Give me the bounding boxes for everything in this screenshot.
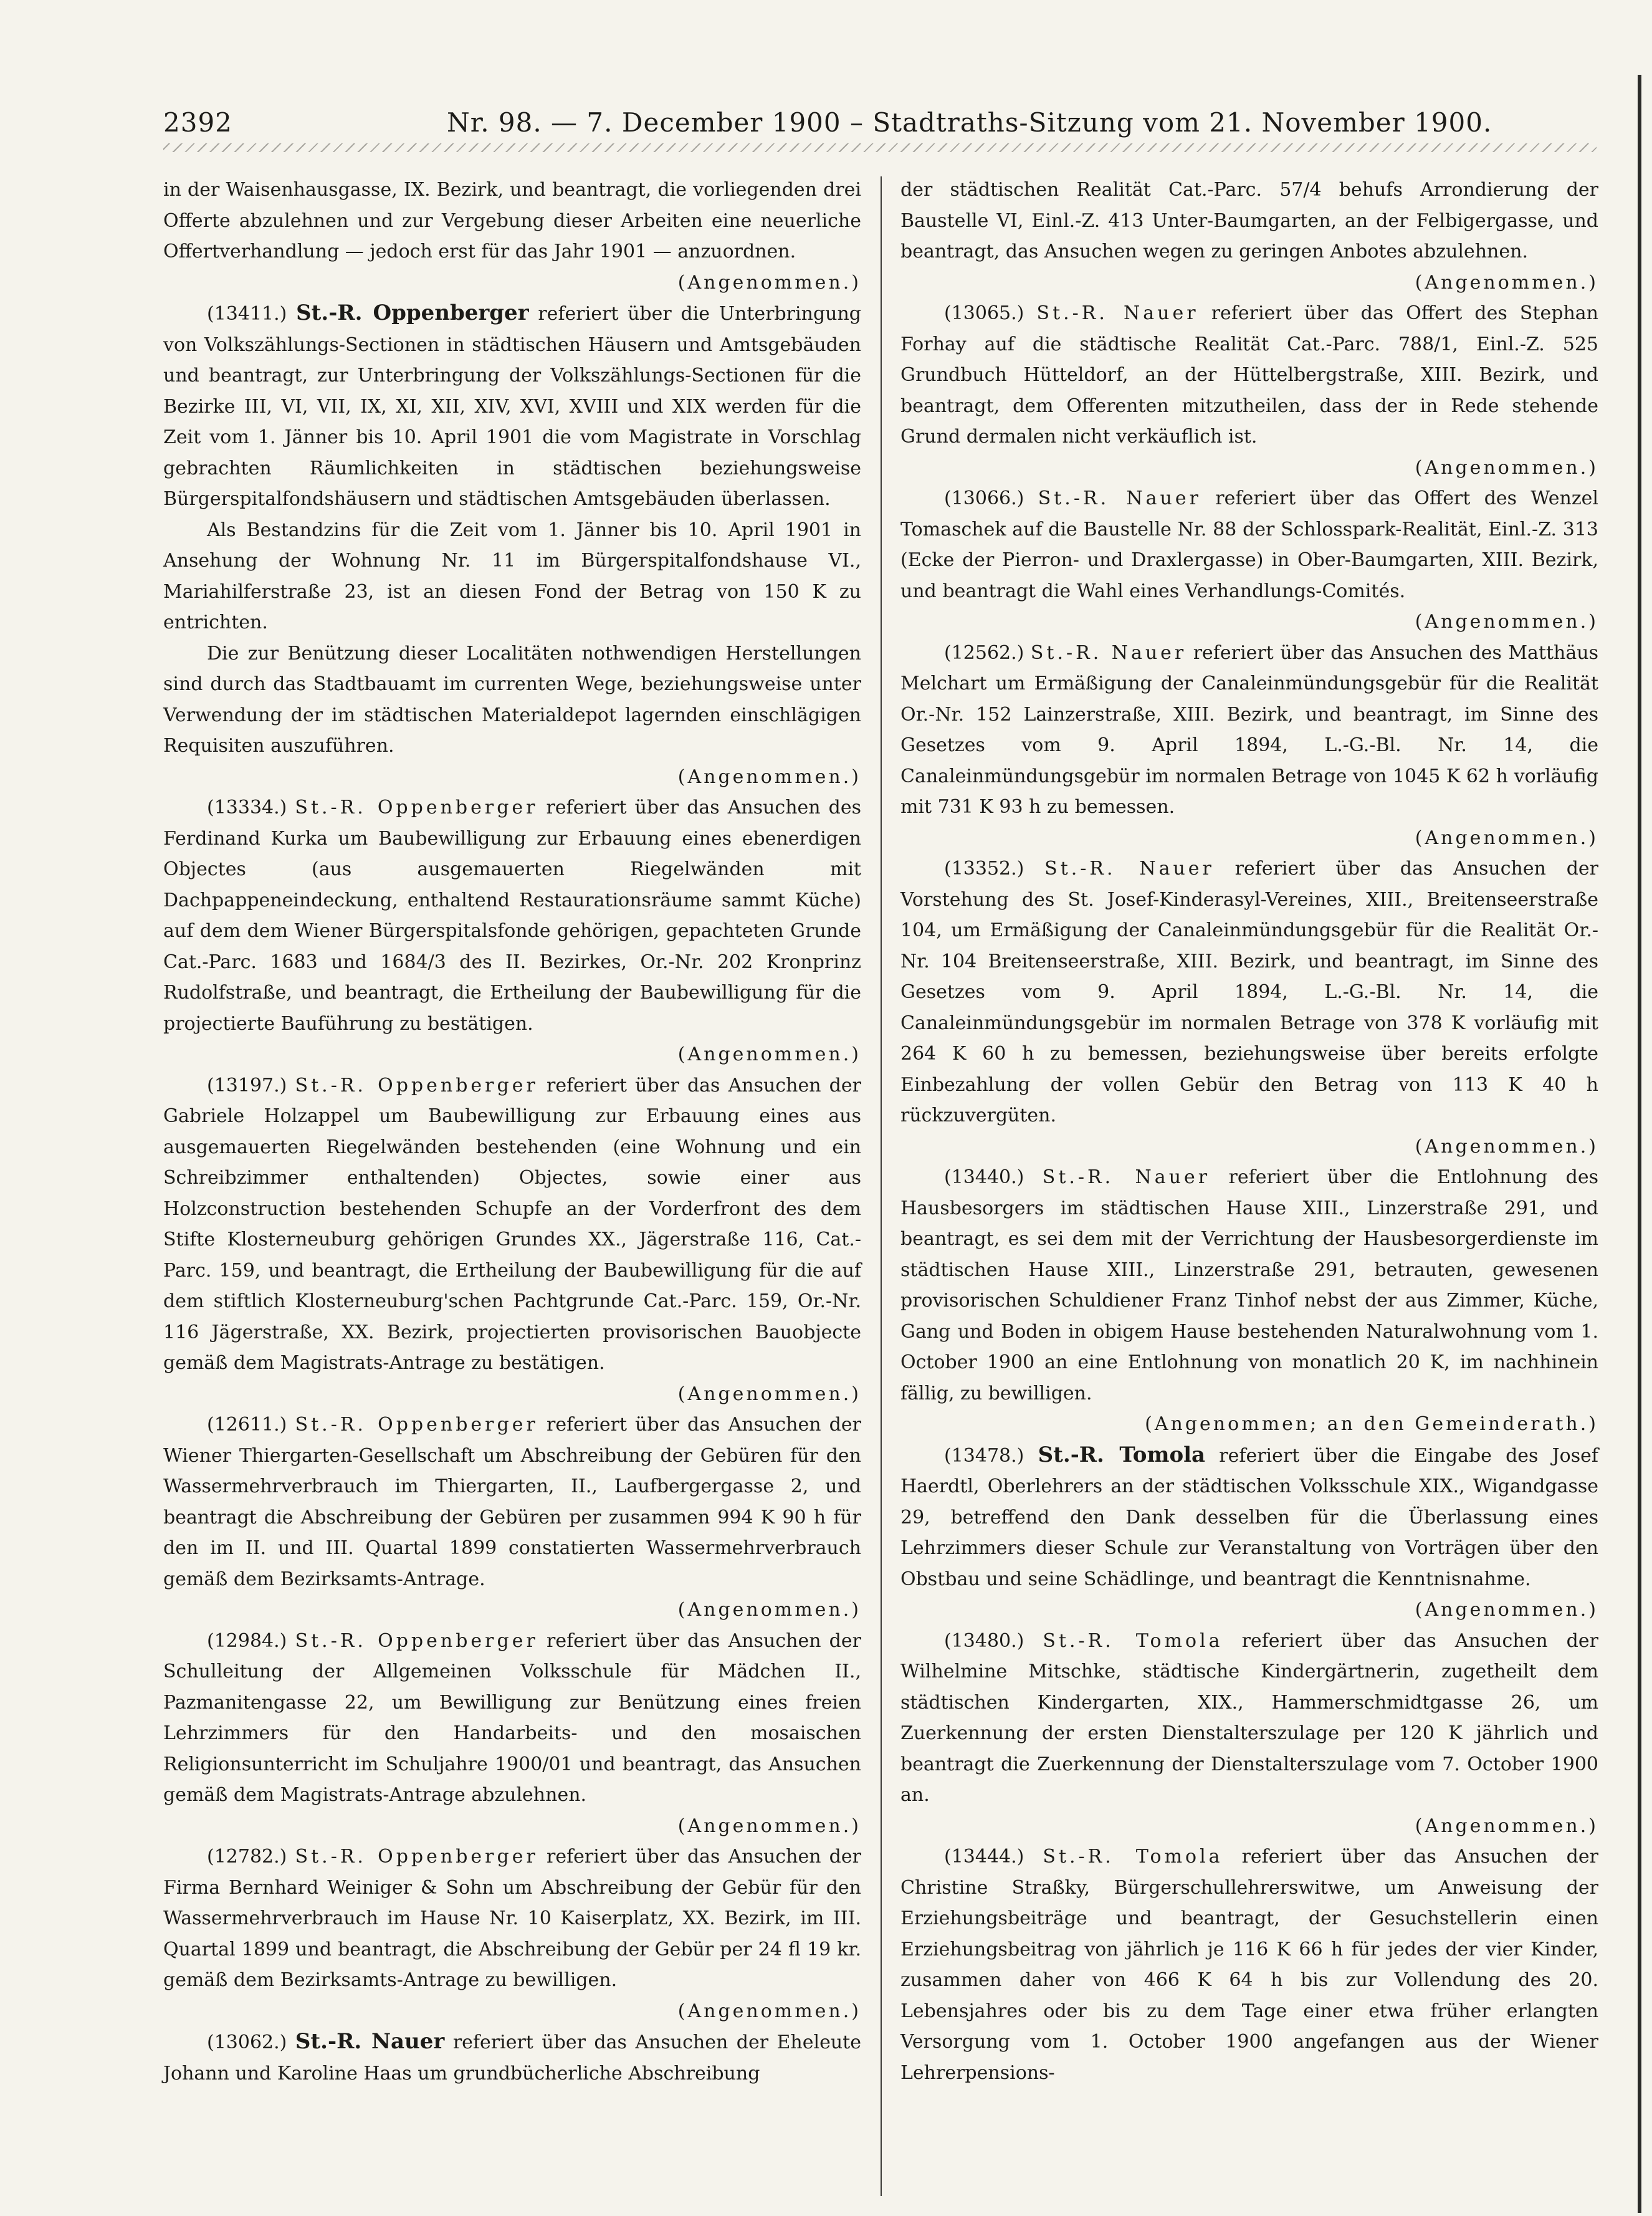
councillor-name: St.-R. Oppenberger: [295, 1074, 538, 1096]
paragraph: in der Waisenhausgasse, IX. Bezirk, und beantragt, die vorliegenden drei Offerte abzulehnen und zur Vergebung dieser Arbeiten eine neuerliche Offertverhandlung — jedoch erst für das Jahr 1901 — anzuordnen. (Angenommen.): [163, 175, 861, 298]
paragraph: (13440.) St.-R. Nauer referiert über die Entlohnung des Hausbesorgers im städtischen Hause XIII., Linzerstraße 291, und beantragt, es sei dem mit der Verrichtung der Hausbesorgerdienste im städtischen Hause XIII., Linzerstraße 291, betrauten, gewesenen provisorischen Schuldiener Franz Tinhof nebst der aus Zimmer, Küche, Gang und Boden in obigem Hause bestehenden Naturalwohnung vom 1. October 1900 an eine Entlohnung von monatlich 20 K, im nachhinein fällig, zu bewilligen. (Angenommen; an den Gemeinderath.): [900, 1162, 1598, 1440]
paragraph: (13411.) St.-R. Oppenberger referiert über die Unterbringung von Volkszählungs-Sectionen in städtischen Häusern und Amtsgebäuden und beantragt, zur Unterbringung der Volkszählungs-Sectionen für die Bezirke III, VI, VII, IX, XI, XII, XIV, XVI, XVIII und XIX werden für die Zeit vom 1. Jänner bis 10. April 1901 die vom Magistrate in Vorschlag gebrachten Räumlichkeiten in städtischen beziehungsweise Bürgerspitalfondshäusern und städtischen Amtsgebäuden überlassen.: [163, 300, 861, 510]
paragraph: (13065.) St.-R. Nauer referiert über das Offert des Stephan Forhay auf die städtische Realität Cat.-Parc. 788/1, Einl.-Z. 525 Grundbuch Hütteldorf, an der Hüttelbergstraße, XIII. Bezirk, und beantragt, dem Offerenten mitzutheilen, dass der in Rede stehende Grund dermalen nicht verkäuflich ist. (Angenommen.): [900, 298, 1598, 483]
paragraph: (12984.) St.-R. Oppenberger referiert über das Ansuchen der Schulleitung der Allgemeinen Volksschule für Mädchen II., Pazmanitengasse 22, um Bewilligung zur Benützung eines freien Lehrzimmers für den Handarbeits- und den mosaischen Religionsunterricht im Schuljahre 1900/01 und beantragt, das Ansuchen gemäß dem Magistrats-Antrage abzulehnen. (Angenommen.): [163, 1626, 861, 1842]
councillor-name: St.-R. Nauer: [295, 2029, 445, 2054]
resolution: (Angenommen.): [677, 2000, 861, 2022]
resolution: (Angenommen.): [677, 1599, 861, 1621]
paragraph: (12562.) St.-R. Nauer referiert über das Ansuchen des Matthäus Melchart um Ermäßigung der Canaleinmündungsgebür für die Realität Or.-Nr. 152 Lainzerstraße, XIII. Bezirk, und beantragt, im Sinne des Gesetzes vom 9. April 1894, L.-G.-Bl. Nr. 14, die Canaleinmündungsgebür im normalen Betrage von 1045 K 62 h vorläufig mit 731 K 93 h zu bemessen. (Angenommen.): [900, 638, 1598, 854]
resolution: (Angenommen.): [1415, 1815, 1598, 1837]
page-edge-border: [1638, 75, 1641, 2213]
paragraph: (13197.) St.-R. Oppenberger referiert über das Ansuchen der Gabriele Holzappel um Baubewilligung zur Erbauung eines aus ausgemauerten Riegelwänden bestehenden (eine Wohnung und ein Schreibzimmer enthaltenden) Objectes, sowie einer aus Holzconstruction bestehenden Schupfe an der Vorderfront des dem Stifte Klosterneuburg gehörigen Grundes XX., Jägerstraße 116, Cat.-Parc. 159, und beantragt, die Ertheilung der Baubewilligung für die auf dem stiftlich Klosterneuburg'schen Pachtgrunde Cat.-Parc. 159, Or.-Nr. 116 Jägerstraße, XX. Bezirk, projectierten provisorischen Bauobjecte gemäß dem Magistrats-Antrage zu bestätigen. (Angenommen.): [163, 1070, 861, 1410]
councillor-name: St.-R. Nauer: [1036, 302, 1199, 324]
resolution: (Angenommen.): [677, 271, 861, 294]
paragraph: (13352.) St.-R. Nauer referiert über das Ansuchen der Vorstehung des St. Josef-Kinderasyl-Vereines, XIII., Breitenseerstraße 104, um Ermäßigung der Canaleinmündungsgebür für die Realität Or.-Nr. 104 Breitenseerstraße, XIII. Bezirk, und beantragt, im Sinne des Gesetzes vom 9. April 1894, L.-G.-Bl. Nr. 14, die Canaleinmündungsgebür im normalen Betrage von 378 K vorläufig mit 264 K 60 h zu bemessen, beziehungsweise über bereits erfolgte Einbezahlung der vollen Gebür den Betrag von 113 K 40 h rückzuvergüten. (Angenommen.): [900, 853, 1598, 1162]
councillor-name: St.-R. Oppenberger: [295, 1414, 538, 1436]
page-number: 2392: [163, 107, 232, 138]
page-header: [163, 100, 1597, 143]
resolution: (Angenommen; an den Gemeinderath.): [1145, 1413, 1598, 1435]
councillor-name: St.-R. Nauer: [1044, 858, 1215, 880]
paragraph: (12782.) St.-R. Oppenberger referiert über das Ansuchen der Firma Bernhard Weiniger & Sohn um Abschreibung der Gebür für den Wassermehrverbrauch im Hause Nr. 10 Kaiserplatz, XX. Bezirk, im III. Quartal 1899 und beantragt, die Abschreibung der Gebür per 24 fl 19 kr. gemäß dem Bezirksamts-Antrage zu bewilligen. (Angenommen.): [163, 1841, 861, 2027]
paragraph: (12611.) St.-R. Oppenberger referiert über das Ansuchen der Wiener Thiergarten-Gesellschaft um Abschreibung der Gebüren für den Wassermehrverbrauch im Thiergarten, II., Laufbergergasse 2, und beantragt die Abschreibung der Gebüren per zusammen 994 K 90 h für den im II. und III. Quartal 1899 constatierten Wassermehrverbrauch gemäß dem Bezirksamts-Antrage. (Angenommen.): [163, 1409, 861, 1626]
councillor-name: St.-R. Oppenberger: [295, 1846, 538, 1868]
paragraph: der städtischen Realität Cat.-Parc. 57/4 behufs Arrondierung der Baustelle VI, Einl.-Z. 413 Unter-Baumgarten, an der Felbigergasse, und beantragt, das Ansuchen wegen zu geringen Anbotes abzulehnen. (Angenommen.): [900, 175, 1598, 298]
left-column: [163, 175, 861, 2089]
councillor-name: St.-R. Tomola: [1043, 1629, 1223, 1652]
councillor-name: St.-R. Tomola: [1038, 1442, 1206, 1467]
right-column: [900, 175, 1598, 2088]
paragraph: (13444.) St.-R. Tomola referiert über das Ansuchen der Christine Straßky, Bürgerschullehrerswitwe, um Anweisung der Erziehungsbeiträge und beantragt, der Gesuchstellerin einen Erziehungsbeitrag von jährlich je 116 K 66 h für jedes der vier Kinder, zusammen daher von 466 K 64 h bis zur Vollendung des 20. Lebensjahres oder bis zu dem Tage einer etwa früher erlangten Versorgung vom 1. October 1900 angefangen aus der Wiener Lehrerpensions-: [900, 1846, 1598, 2084]
resolution: (Angenommen.): [1415, 611, 1598, 633]
councillor-name: St.-R. Nauer: [1038, 487, 1201, 509]
paragraph: (13062.) St.-R. Nauer referiert über das Ansuchen der Eheleute Johann und Karoline Haas um grundbücherliche Abschreibung: [163, 2029, 861, 2084]
resolution: (Angenommen.): [1415, 827, 1598, 849]
paragraph: Die zur Benützung dieser Localitäten nothwendigen Herstellungen sind durch das Stadtbauamt im currenten Wege, beziehungsweise unter Verwendung der im städtischen Materialdepot lagernden einschlägigen Requisiten auszuführen. (Angenommen.): [163, 638, 861, 793]
councillor-name: St.-R. Oppenberger: [295, 797, 538, 818]
paragraph: (13478.) St.-R. Tomola referiert über die Eingabe des Josef Haerdtl, Oberlehrers an der städtischen Volksschule XIX., Wigandgasse 29, betreffend den Dank desselben für die Überlassung eines Lehrzimmers dieser Schule zur Veranstaltung von Vorträgen über den Obstbau und seine Schädlinge, und beantragt die Kenntnisnahme. (Angenommen.): [900, 1440, 1598, 1626]
councillor-name: St.-R. Oppenberger: [295, 1629, 538, 1652]
column-separator: [881, 176, 882, 2196]
paragraph: Als Bestandzins für die Zeit vom 1. Jänner bis 10. April 1901 in Ansehung der Wohnung Nr. 11 im Bürgerspitalfondshause VI., Mariahilferstraße 23, ist an diesen Fond der Betrag von 150 K zu entrichten.: [163, 519, 861, 633]
paragraph: (13066.) St.-R. Nauer referiert über das Offert des Wenzel Tomaschek auf die Baustelle Nr. 88 der Schlosspark-Realität, Einl.-Z. 313 (Ecke der Pierron- und Draxlergasse) in Ober-Baumgarten, XIII. Bezirk, und beantragt die Wahl eines Verhandlungs-Comités. (Angenommen.): [900, 483, 1598, 638]
resolution: (Angenommen.): [677, 765, 861, 788]
resolution: (Angenommen.): [677, 1383, 861, 1405]
paragraph: (13480.) St.-R. Tomola referiert über das Ansuchen der Wilhelmine Mitschke, städtische Kindergärtnerin, zugetheilt dem städtischen Kindergarten, XIX., Hammerschmidtgasse 26, um Zuerkennung der ersten Dienstalterszulage per 120 K jährlich und beantragt die Zuerkennung der Dienstalterszulage vom 7. October 1900 an. (Angenommen.): [900, 1626, 1598, 1842]
resolution: (Angenommen.): [1415, 271, 1598, 294]
resolution: (Angenommen.): [677, 1043, 861, 1065]
resolution: (Angenommen.): [1415, 1599, 1598, 1621]
issue-title: Nr. 98. — 7. December 1900 – Stadtraths-Sitzung vom 21. November 1900.: [447, 107, 1492, 138]
councillor-name: St.-R. Oppenberger: [296, 300, 529, 325]
resolution: (Angenommen.): [1415, 456, 1598, 479]
councillor-name: St.-R. Nauer: [1030, 641, 1187, 664]
resolution: (Angenommen.): [1415, 1135, 1598, 1158]
paragraph: (13334.) St.-R. Oppenberger referiert über das Ansuchen des Ferdinand Kurka um Baubewilligung zur Erbauung eines ebenerdigen Objectes (aus ausgemauerten Riegelwänden mit Dachpappeneindeckung, enthaltend Restaurationsräume sammt Küche) auf dem dem Wiener Bürgerspitalsfonde gehörigen, gepachteten Grunde Cat.-Parc. 1683 und 1684/3 des II. Bezirkes, Or.-Nr. 202 Kronprinz Rudolfstraße, und beantragt, die Ertheilung der Baubewilligung für die projectierte Bauführung zu bestätigen. (Angenommen.): [163, 792, 861, 1070]
councillor-name: St.-R. Tomola: [1043, 1846, 1223, 1868]
header-rule: [163, 143, 1597, 152]
resolution: (Angenommen.): [677, 1815, 861, 1837]
councillor-name: St.-R. Nauer: [1042, 1166, 1211, 1188]
